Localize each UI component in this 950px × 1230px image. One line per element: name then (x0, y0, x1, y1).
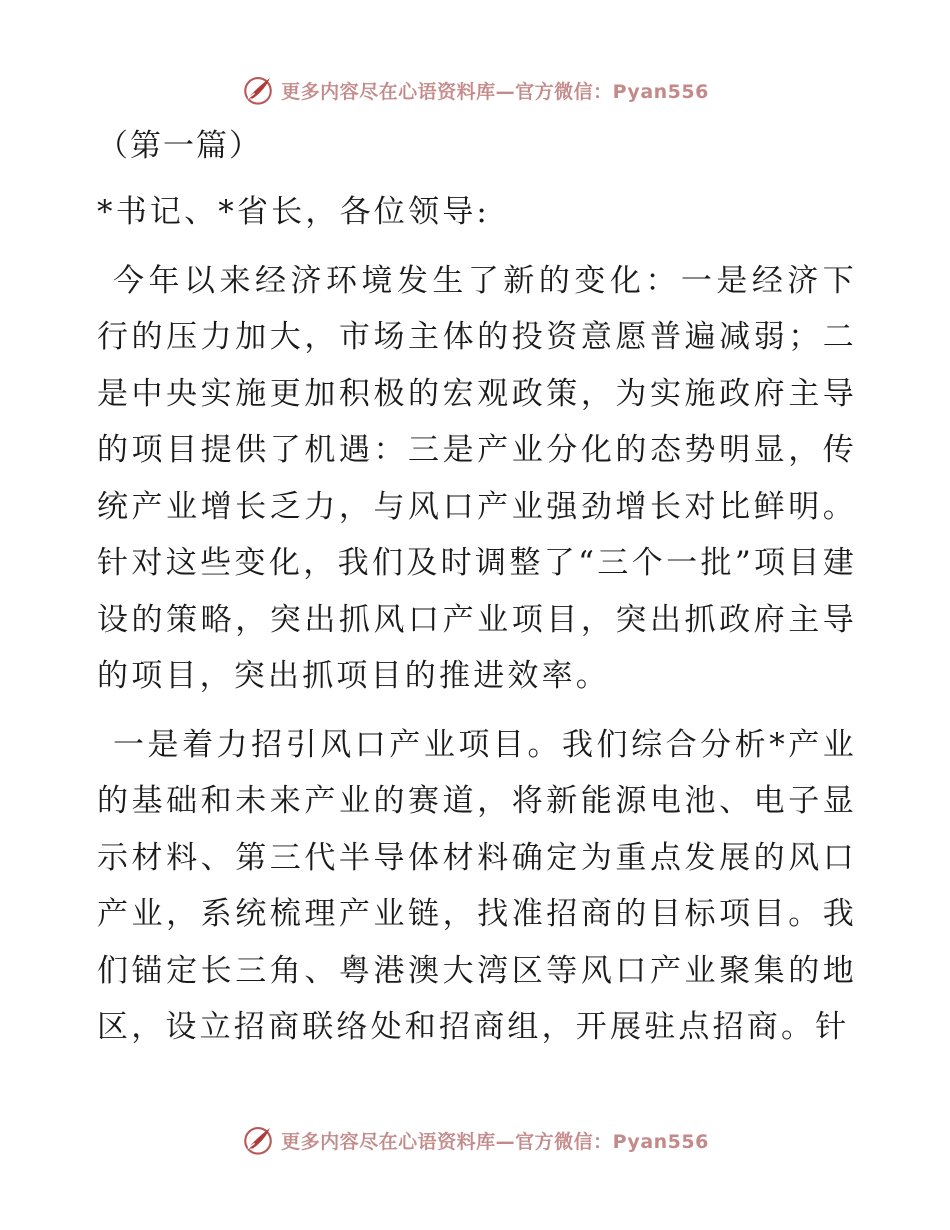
quill-pen-icon (241, 1123, 275, 1157)
quill-pen-icon (241, 73, 275, 107)
document-body (97, 122, 857, 1068)
header-watermark (0, 70, 950, 110)
paragraph: 一是着力招引风口产业项目。我们综合分析*产业的基础和未来产业的赛道，将新能源电池、电子显示材料、第三代半导体材料确定为重点发展的风口产业，系统梳理产业链，找准招商的目标项目。我们锚定长三角、粤港澳大湾区等风口产业聚集的地区，设立招商联络处和招商组，开展驻点招商。针 (97, 726, 857, 1045)
salutation: *书记、*省长，各位领导: (97, 194, 491, 230)
section-heading: （第一篇） (97, 128, 262, 164)
watermark-text: 更多内容尽在心语资料库—官方微信：Pyan556 (281, 80, 709, 103)
paragraph: 今年以来经济环境发生了新的变化：一是经济下行的压力加大，市场主体的投资意愿普遍减弱；二是中央实施更加积极的宏观政策，为实施政府主导的项目提供了机遇：三是产业分化的态势明显，传统产业增长乏力，与风口产业强劲增长对比鲜明。针对这些变化，我们及时调整了“三个一批”项目建设的策略，突出抓风口产业项目，突出抓政府主导的项目，突出抓项目的推进效率。 (97, 262, 857, 694)
footer-watermark (0, 1120, 950, 1160)
watermark-text: 更多内容尽在心语资料库—官方微信：Pyan556 (281, 1130, 709, 1153)
